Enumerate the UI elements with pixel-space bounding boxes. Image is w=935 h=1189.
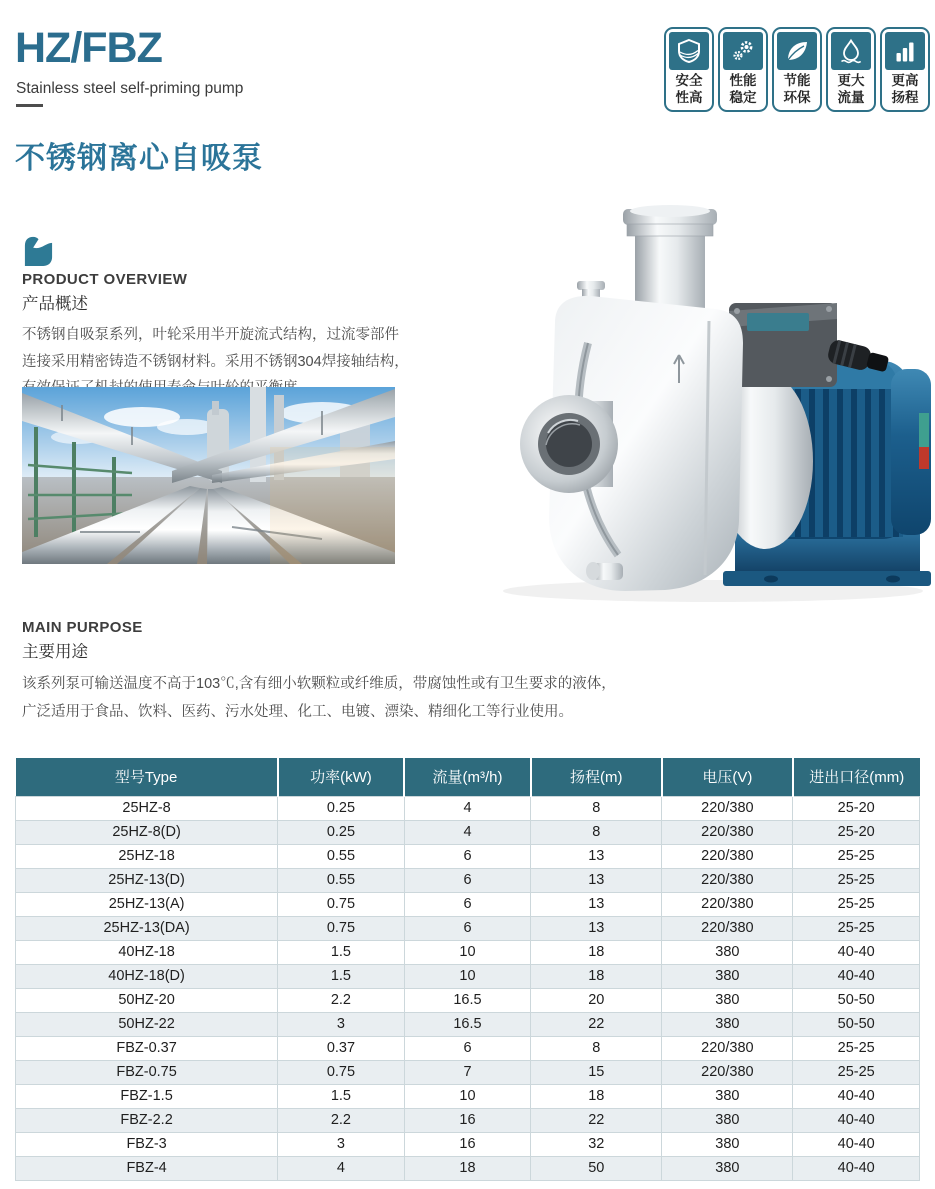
table-cell: 40-40	[793, 1084, 920, 1108]
table-cell: 25-25	[793, 916, 920, 940]
table-cell: 25HZ-13(DA)	[16, 916, 278, 940]
table-cell: 13	[531, 868, 662, 892]
table-row	[16, 844, 920, 868]
table-row	[16, 940, 920, 964]
table-cell: 22	[531, 1012, 662, 1036]
table-cell: 18	[531, 1084, 662, 1108]
feature-badges	[664, 27, 930, 112]
table-cell: 15	[531, 1060, 662, 1084]
table-cell: FBZ-3	[16, 1132, 278, 1156]
bars-icon	[885, 32, 925, 70]
badge-label: 安全	[675, 73, 703, 88]
table-cell: 8	[531, 820, 662, 844]
column-header-2: 流量(m³/h)	[404, 758, 531, 796]
table-cell: 50	[531, 1156, 662, 1180]
table-row	[16, 820, 920, 844]
table-row	[16, 1108, 920, 1132]
table-cell: 16	[404, 1132, 531, 1156]
badge-label: 环保	[783, 89, 811, 105]
feature-badge-safety	[664, 27, 714, 112]
purpose-heading-zh: 主要用途	[22, 643, 88, 661]
brand-logo-icon	[22, 234, 55, 267]
purpose-heading-en: MAIN PURPOSE	[22, 619, 143, 636]
table-cell: 16.5	[404, 988, 531, 1012]
table-cell: 13	[531, 892, 662, 916]
table-cell: 0.25	[278, 796, 405, 820]
table-cell: 380	[662, 1132, 793, 1156]
overview-heading-zh: 产品概述	[22, 295, 88, 313]
column-header-1: 功率(kW)	[278, 758, 405, 796]
table-cell: 18	[531, 964, 662, 988]
table-cell: 25-25	[793, 892, 920, 916]
table-row	[16, 1060, 920, 1084]
table-cell: 25HZ-13(D)	[16, 868, 278, 892]
table-cell: 6	[404, 1036, 531, 1060]
table-cell: FBZ-1.5	[16, 1084, 278, 1108]
table-cell: 10	[404, 964, 531, 988]
table-row	[16, 1156, 920, 1180]
table-cell: 0.75	[278, 916, 405, 940]
table-cell: 380	[662, 1084, 793, 1108]
product-title-zh: 不锈钢离心自吸泵	[15, 142, 263, 175]
table-cell: 380	[662, 940, 793, 964]
table-cell: 10	[404, 1084, 531, 1108]
table-cell: 25-20	[793, 796, 920, 820]
table-cell: 22	[531, 1108, 662, 1132]
table-cell: 40-40	[793, 1108, 920, 1132]
table-row	[16, 868, 920, 892]
feature-badge-performance	[718, 27, 768, 112]
table-cell: 50HZ-20	[16, 988, 278, 1012]
table-cell: 25HZ-8(D)	[16, 820, 278, 844]
badge-label: 扬程	[891, 89, 919, 105]
table-cell: 6	[404, 916, 531, 940]
table-row	[16, 988, 920, 1012]
table-cell: 0.55	[278, 868, 405, 892]
product-overview-section	[22, 234, 462, 402]
table-cell: 1.5	[278, 1084, 405, 1108]
badge-label: 流量	[837, 89, 865, 105]
table-row	[16, 964, 920, 988]
table-cell: 4	[278, 1156, 405, 1180]
table-cell: 6	[404, 868, 531, 892]
table-cell: 0.37	[278, 1036, 405, 1060]
table-cell: 16.5	[404, 1012, 531, 1036]
table-cell: 0.75	[278, 892, 405, 916]
table-cell: 40HZ-18(D)	[16, 964, 278, 988]
table-cell: 6	[404, 844, 531, 868]
table-cell: 7	[404, 1060, 531, 1084]
table-row	[16, 796, 920, 820]
table-cell: 0.55	[278, 844, 405, 868]
table-cell: 20	[531, 988, 662, 1012]
table-cell: 4	[404, 820, 531, 844]
badge-label: 性高	[675, 89, 703, 105]
spec-table-header-row	[16, 758, 920, 796]
table-cell: FBZ-2.2	[16, 1108, 278, 1132]
table-cell: 18	[404, 1156, 531, 1180]
overview-heading-en: PRODUCT OVERVIEW	[22, 271, 188, 288]
table-cell: 380	[662, 1012, 793, 1036]
table-cell: 16	[404, 1108, 531, 1132]
table-cell: 220/380	[662, 1036, 793, 1060]
table-cell: 25-20	[793, 820, 920, 844]
table-cell: 1.5	[278, 940, 405, 964]
badge-label: 更大	[837, 73, 865, 88]
feature-badge-eco	[772, 27, 822, 112]
table-cell: 18	[531, 940, 662, 964]
column-header-4: 电压(V)	[662, 758, 793, 796]
badge-label: 更高	[891, 73, 919, 88]
table-cell: 380	[662, 988, 793, 1012]
table-row	[16, 1036, 920, 1060]
badge-label: 节能	[783, 73, 811, 88]
page-subtitle: Stainless steel self-priming pump	[16, 80, 244, 97]
table-cell: 220/380	[662, 1060, 793, 1084]
table-cell: 2.2	[278, 1108, 405, 1132]
table-cell: 50-50	[793, 988, 920, 1012]
gears-icon	[723, 32, 763, 70]
page-title: HZ/FBZ	[15, 24, 162, 72]
table-cell: 40HZ-18	[16, 940, 278, 964]
table-cell: 220/380	[662, 868, 793, 892]
table-cell: 220/380	[662, 892, 793, 916]
table-cell: 6	[404, 892, 531, 916]
table-cell: 220/380	[662, 820, 793, 844]
table-cell: 25HZ-13(A)	[16, 892, 278, 916]
table-cell: 13	[531, 916, 662, 940]
table-cell: 25-25	[793, 1060, 920, 1084]
table-cell: 3	[278, 1012, 405, 1036]
column-header-5: 进出口径(mm)	[793, 758, 920, 796]
feature-badge-head	[880, 27, 930, 112]
pump-product-image	[473, 193, 931, 607]
subtitle-underline	[16, 104, 43, 107]
table-cell: 2.2	[278, 988, 405, 1012]
table-cell: 0.25	[278, 820, 405, 844]
column-header-0: 型号Type	[16, 758, 278, 796]
leaf-icon	[777, 32, 817, 70]
table-cell: 25-25	[793, 844, 920, 868]
table-cell: 25HZ-8	[16, 796, 278, 820]
table-cell: 25-25	[793, 1036, 920, 1060]
table-cell: 10	[404, 940, 531, 964]
table-row	[16, 1132, 920, 1156]
table-cell: 4	[404, 796, 531, 820]
table-cell: 50-50	[793, 1012, 920, 1036]
table-row	[16, 892, 920, 916]
table-row	[16, 1012, 920, 1036]
purpose-text-line: 广泛适用于食品、饮料、医药、污水处理、化工、电镀、漂染、精细化工等行业使用。	[22, 704, 573, 720]
badge-label: 性能	[729, 73, 757, 88]
table-row	[16, 916, 920, 940]
table-cell: 32	[531, 1132, 662, 1156]
table-cell: FBZ-4	[16, 1156, 278, 1180]
feature-badge-flow	[826, 27, 876, 112]
main-purpose-section	[22, 619, 922, 726]
table-cell: 380	[662, 1156, 793, 1180]
table-cell: 50HZ-22	[16, 1012, 278, 1036]
spec-table	[15, 758, 920, 1181]
table-cell: 1.5	[278, 964, 405, 988]
table-cell: 220/380	[662, 844, 793, 868]
table-cell: 3	[278, 1132, 405, 1156]
table-cell: 25HZ-18	[16, 844, 278, 868]
table-cell: 220/380	[662, 796, 793, 820]
column-header-3: 扬程(m)	[531, 758, 662, 796]
overview-text-line: 连接采用精密铸造不锈钢材料。采用不锈钢304焊接轴结构，	[22, 353, 409, 370]
table-row	[16, 1084, 920, 1108]
purpose-text-line: 该系列泵可输送温度不高于103℃,含有细小软颗粒或纤维质，带腐蚀性或有卫生要求的液体，	[22, 676, 616, 692]
overview-text-line: 不锈钢自吸泵系列，叶轮采用半开旋流式结构，过流零部件	[22, 327, 399, 343]
table-cell: 25-25	[793, 868, 920, 892]
table-cell: 0.75	[278, 1060, 405, 1084]
shield-icon	[669, 32, 709, 70]
table-cell: 8	[531, 796, 662, 820]
spec-table-body	[16, 796, 920, 1180]
table-cell: 220/380	[662, 916, 793, 940]
table-cell: 40-40	[793, 940, 920, 964]
table-cell: 40-40	[793, 1156, 920, 1180]
badge-label: 稳定	[729, 89, 757, 105]
table-cell: FBZ-0.75	[16, 1060, 278, 1084]
table-cell: FBZ-0.37	[16, 1036, 278, 1060]
table-cell: 40-40	[793, 964, 920, 988]
table-cell: 380	[662, 1108, 793, 1132]
drop-icon	[831, 32, 871, 70]
table-cell: 380	[662, 964, 793, 988]
industrial-pipes-photo	[22, 387, 395, 564]
table-cell: 40-40	[793, 1132, 920, 1156]
table-cell: 13	[531, 844, 662, 868]
table-cell: 8	[531, 1036, 662, 1060]
